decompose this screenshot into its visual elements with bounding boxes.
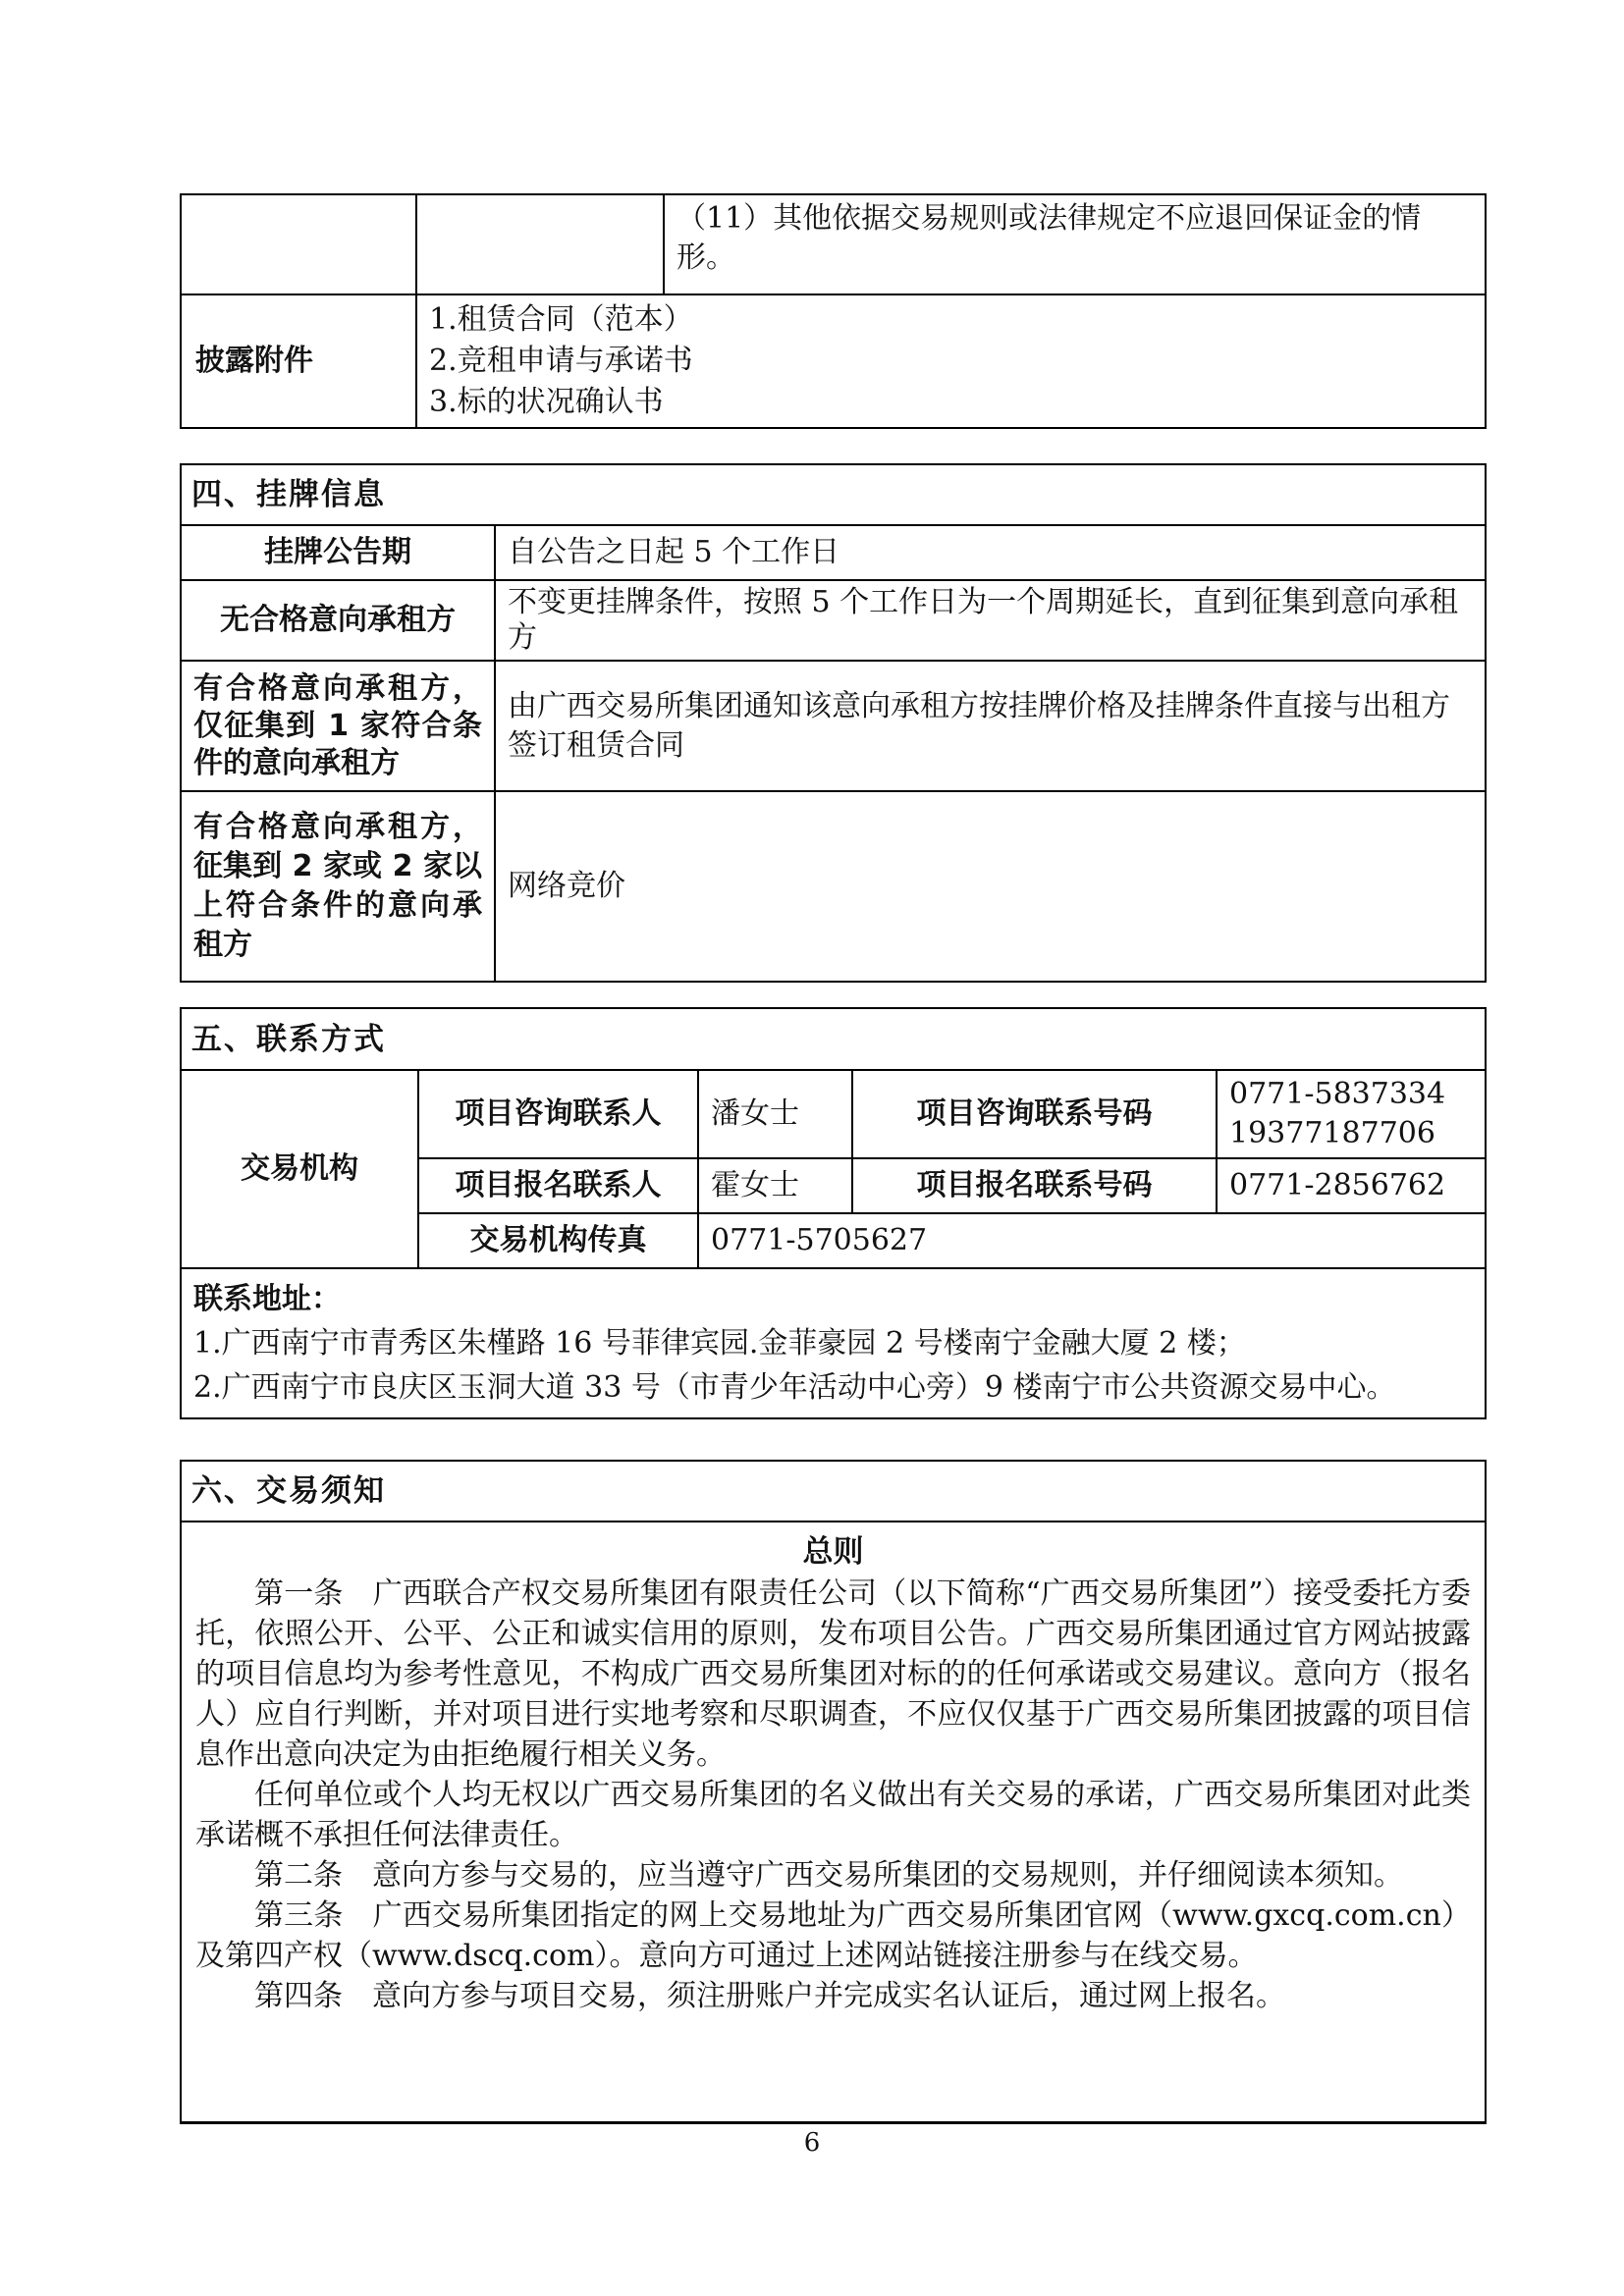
contact-address-cell <box>181 1268 1486 1418</box>
page-number: 6 <box>803 2128 821 2158</box>
attachment-item: 1.租赁合同（范本） <box>429 302 693 337</box>
notice-paragraph: 第二条 意向方参与交易的，应当遵守广西交易所集团的交易规则，并仔细阅读本须知。 <box>254 1858 1403 1893</box>
address-line: 2.广西南宁市良庆区玉洞大道 33 号（市青少年活动中心旁）9 楼南宁市公共资源交易中心。 <box>193 1370 1396 1405</box>
signup-contact-label: 项目报名联系人 <box>418 1158 698 1213</box>
notice-paragraph: 第四条 意向方参与项目交易，须注册账户并完成实名认证后，通过网上报名。 <box>254 1979 1285 2013</box>
address-label: 联系地址： <box>193 1282 341 1316</box>
signup-phone-label: 项目报名联系号码 <box>852 1158 1217 1213</box>
table-row <box>181 464 1486 525</box>
notice-paragraph: 第一条 广西联合产权交易所集团有限责任公司（以下简称“广西交易所集团”）接受委托方委托，依照公开、公平、公正和诚实信用的原则，发布项目公告。广西交易所集团通过官方网站披露的项目信息均为参考性意见，不构成广西交易所集团对标的的任何承诺或交易建议。意向方（报名人）应自行判断，并对项目进行实地考察和尽职调查，不应仅仅基于广西交易所集团披露的项目信息作出意向决定为由拒绝履行相关义务。 <box>195 1576 1471 1772</box>
fax-label: 交易机构传真 <box>418 1213 698 1268</box>
table-row <box>181 580 1486 661</box>
trading-org-label: 交易机构 <box>181 1070 418 1268</box>
attachment-item: 3.标的状况确认书 <box>429 385 664 419</box>
notice-subtitle: 总则 <box>802 1534 864 1570</box>
consult-contact-label: 项目咨询联系人 <box>418 1070 698 1158</box>
consult-phone-value <box>1217 1070 1486 1158</box>
listing-info-table <box>180 463 1487 983</box>
listing-period-value: 自公告之日起 5 个工作日 <box>495 525 1486 580</box>
notice-paragraph: 第三条 广西交易所集团指定的网上交易地址为广西交易所集团官网（www.gxcq.com.cn）及第四产权（www.dscq.com）。意向方可通过上述网站链接注册参与在线交易。 <box>195 1898 1471 1973</box>
attachment-item: 2.竞租申请与承诺书 <box>429 344 693 378</box>
notice-body-cell <box>181 1522 1486 2123</box>
section-title-notice: 六、交易须知 <box>181 1461 1486 1522</box>
table-row <box>181 1268 1486 1418</box>
consult-contact-name: 潘女士 <box>698 1070 852 1158</box>
empty-cell <box>181 194 416 294</box>
contact-table <box>180 1007 1487 1419</box>
table-row <box>181 1008 1486 1070</box>
table-row <box>181 1522 1486 2123</box>
clause-11-cell: （11）其他依据交易规则或法律规定不应退回保证金的情形。 <box>664 194 1486 294</box>
table-row <box>181 661 1486 791</box>
no-qualified-value: 不变更挂牌条件，按照 5 个工作日为一个周期延长，直到征集到意向承租方 <box>495 580 1486 661</box>
empty-cell <box>416 194 664 294</box>
table-row <box>181 525 1486 580</box>
consult-phone-label: 项目咨询联系号码 <box>852 1070 1217 1158</box>
listing-period-label: 挂牌公告期 <box>181 525 495 580</box>
table-row <box>181 791 1486 982</box>
multi-qualified-value: 网络竞价 <box>495 791 1486 982</box>
table-row <box>181 194 1486 294</box>
disclosure-attachments-label: 披露附件 <box>181 294 416 428</box>
signup-phone-value: 0771-2856762 <box>1217 1158 1486 1213</box>
multi-qualified-label: 有合格意向承租方，征集到 2 家或 2 家以上符合条件的意向承租方 <box>181 791 495 982</box>
notice-paragraph: 任何单位或个人均无权以广西交易所集团的名义做出有关交易的承诺，广西交易所集团对此类承诺概不承担任何法律责任。 <box>195 1778 1471 1852</box>
one-qualified-label: 有合格意向承租方，仅征集到 1 家符合条件的意向承租方 <box>181 661 495 791</box>
section-title-contact: 五、联系方式 <box>181 1008 1486 1070</box>
table-row <box>181 1070 1486 1158</box>
address-line: 1.广西南宁市青秀区朱槿路 16 号菲律宾园.金菲豪园 2 号楼南宁金融大厦 2 楼； <box>193 1326 1246 1361</box>
disclosure-attachments-list <box>416 294 1486 428</box>
signup-contact-name: 霍女士 <box>698 1158 852 1213</box>
phone-number: 19377187706 <box>1229 1116 1435 1150</box>
phone-number: 0771-5837334 <box>1229 1077 1446 1111</box>
deposit-rules-table <box>180 193 1487 429</box>
no-qualified-label: 无合格意向承租方 <box>181 580 495 661</box>
fax-value: 0771-5705627 <box>698 1213 1486 1268</box>
section-title-listing-info: 四、挂牌信息 <box>181 464 1486 525</box>
table-row <box>181 294 1486 428</box>
table-row <box>181 1461 1486 1522</box>
one-qualified-value: 由广西交易所集团通知该意向承租方按挂牌价格及挂牌条件直接与出租方签订租赁合同 <box>495 661 1486 791</box>
trading-notice-table <box>180 1460 1487 2124</box>
